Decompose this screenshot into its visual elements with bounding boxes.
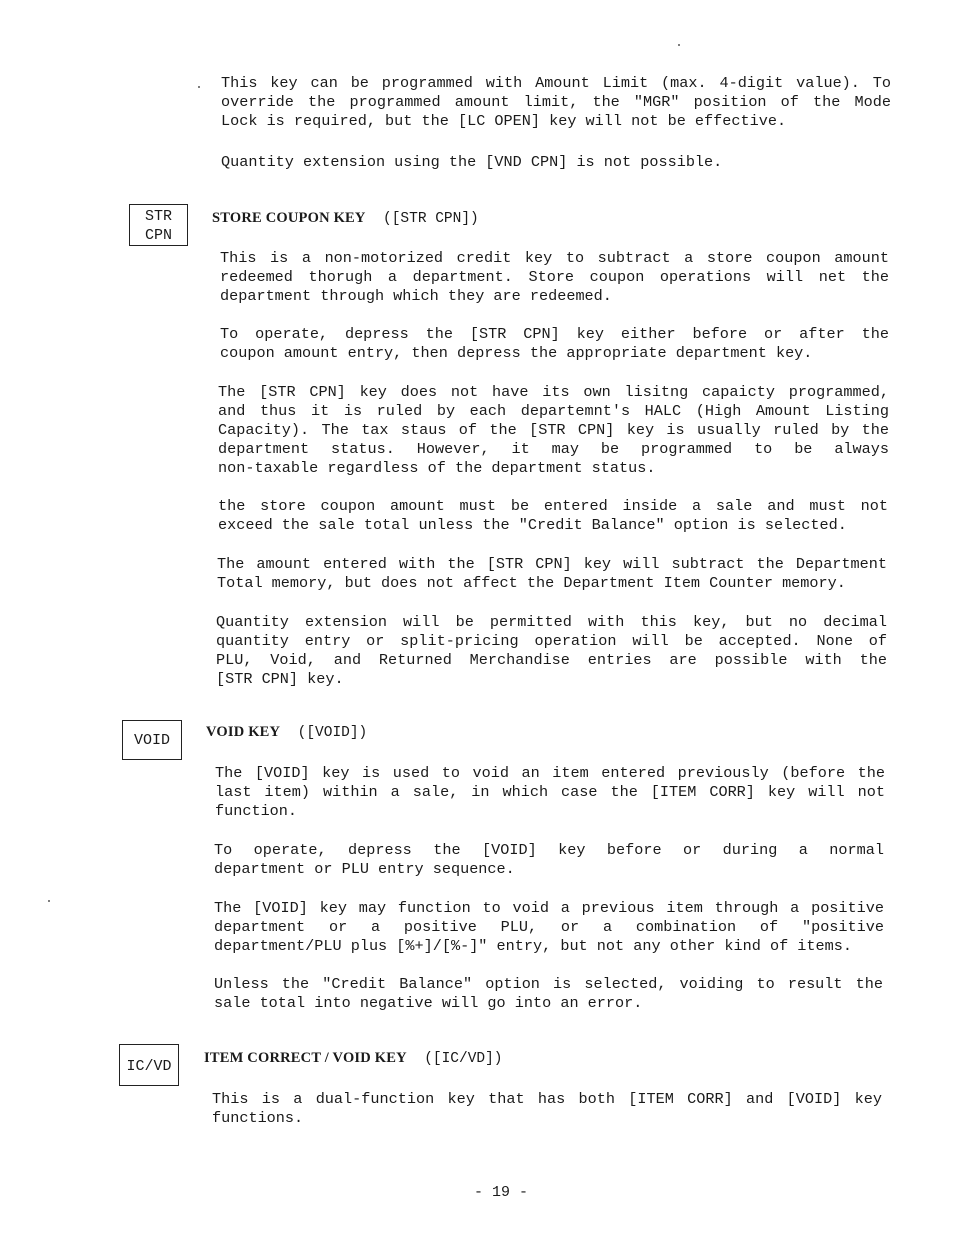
str-cpn-heading (212, 209, 479, 229)
text-line: Lock is required, but the [LC OPEN] key will not be effective. (221, 112, 787, 130)
text-line: department through which they are redeemed. (220, 287, 612, 305)
void-paragraph-4 (214, 975, 883, 1013)
str-cpn-paragraph-5 (217, 555, 887, 593)
scan-speck (678, 44, 680, 46)
text-line: The [VOID] key is used to void an item entered previously (before the (215, 764, 885, 782)
text-line: To operate, depress the [STR CPN] key either before or after the (220, 325, 889, 343)
str-cpn-key-line2: CPN (144, 227, 172, 244)
text-line: The amount entered with the [STR CPN] key will subtract the Department (217, 555, 887, 573)
str-cpn-paragraph-4 (218, 497, 888, 535)
str-cpn-paragraph-2 (220, 325, 889, 363)
text-line: department/PLU plus [%+]/[%-]" entry, but not any other kind of items. (214, 937, 852, 955)
str-cpn-code: ([STR CPN]) (383, 211, 479, 227)
text-line: function. (215, 802, 298, 820)
str-cpn-paragraph-1 (220, 249, 889, 306)
text-line: coupon amount entry, then depress the appropriate department key. (220, 344, 813, 362)
text-line: This is a dual-function key that has both [ITEM CORR] and [VOID] key (212, 1090, 882, 1108)
text-line: department or a positive PLU, or a combination of "positive (214, 918, 884, 936)
str-cpn-paragraph-6 (216, 613, 887, 689)
text-line: department or PLU entry sequence. (214, 860, 515, 878)
text-line: [STR CPN] key. (216, 670, 344, 688)
text-line: quantity entry or split-pricing operation will be accepted. None of (216, 632, 887, 650)
void-paragraph-2 (214, 841, 884, 879)
icvd-key-label: IC/VD (126, 1058, 172, 1075)
text-line: The [STR CPN] key does not have its own lisitng capaicty programmed, (218, 383, 889, 401)
void-code: ([VOID]) (297, 725, 368, 741)
void-key-icon (122, 720, 182, 760)
icvd-paragraph-1 (212, 1090, 882, 1128)
scan-speck (198, 86, 200, 88)
text-line: The [VOID] key may function to void a previous item through a positive (214, 899, 884, 917)
page-number: - 19 - (474, 1184, 529, 1201)
str-cpn-key-line1: STR (144, 208, 172, 225)
icvd-title: ITEM CORRECT / VOID KEY (204, 1050, 407, 1066)
text-line: PLU, Void, and Returned Merchandise entries are possible with the (216, 651, 887, 669)
void-heading (206, 723, 367, 743)
text-line: redeemed thorugh a department. Store coupon operations will net the (220, 268, 889, 286)
void-key-label: VOID (133, 732, 170, 749)
text-line: This key can be programmed with Amount Limit (max. 4-digit value). To (221, 74, 891, 92)
void-title: VOID KEY (206, 724, 281, 740)
text-line: functions. (212, 1109, 304, 1127)
text-line: Quantity extension using the [VND CPN] is not possible. (221, 153, 723, 171)
text-line: department status. However, it may be programmed to be always (218, 440, 889, 458)
text-line: This is a non-motorized credit key to subtract a store coupon amount (220, 249, 889, 267)
text-line: Total memory, but does not affect the Department Item Counter memory. (217, 574, 846, 592)
text-line: sale total into negative will go into an error. (214, 994, 643, 1012)
intro-paragraph-2 (221, 153, 891, 172)
icvd-heading (204, 1049, 503, 1069)
str-cpn-title: STORE COUPON KEY (212, 210, 366, 226)
scan-speck (48, 900, 50, 902)
text-line: Unless the "Credit Balance" option is selected, voiding to result the (214, 975, 883, 993)
text-line: Capacity). The tax staus of the [STR CPN] key is usually ruled by the (218, 421, 889, 439)
text-line: and thus it is ruled by each departemnt's HALC (High Amount Listing (218, 402, 889, 420)
intro-paragraph-1 (221, 74, 891, 131)
icvd-key-icon (119, 1044, 179, 1086)
text-line: To operate, depress the [VOID] key before or during a normal (214, 841, 884, 859)
void-paragraph-1 (215, 764, 885, 821)
void-paragraph-3 (214, 899, 884, 956)
str-cpn-key-icon (129, 204, 188, 246)
text-line: exceed the sale total unless the "Credit Balance" option is selected. (218, 516, 847, 534)
text-line: Quantity extension will be permitted with this key, but no decimal (216, 613, 887, 631)
str-cpn-paragraph-3 (218, 383, 889, 478)
text-line: non-taxable regardless of the department status. (218, 459, 656, 477)
text-line: last item) within a sale, in which case the [ITEM CORR] key will not (215, 783, 885, 801)
text-line: the store coupon amount must be entered inside a sale and must not (218, 497, 888, 515)
text-line: override the programmed amount limit, the "MGR" position of the Mode (221, 93, 891, 111)
icvd-code: ([IC/VD]) (424, 1051, 503, 1067)
